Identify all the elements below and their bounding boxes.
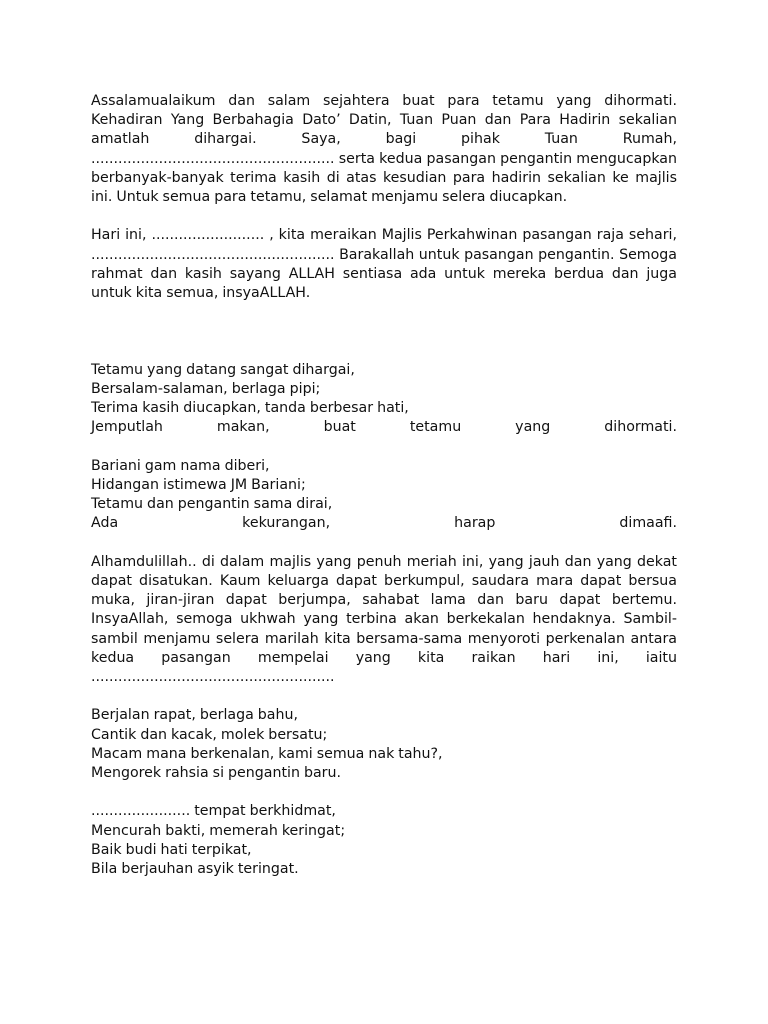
guests-pantun (91, 361, 677, 438)
pantun-line: Macam mana berkenalan, kami semua nak tahu?, (91, 745, 443, 762)
pantun-line: Bersalam-salaman, berlaga pipi; (91, 381, 321, 398)
pantun-line: Ada kekurangan, harap dimaafi. (91, 515, 677, 532)
pantun-line: Mengorek rahsia si pengantin baru. (91, 765, 341, 782)
speech-document (91, 92, 677, 898)
pantun-line: Tetamu dan pengantin sama dirai, (91, 496, 333, 513)
pantun-line: Bila berjauhan asyik teringat. (91, 861, 299, 878)
pantun-line: ...................... tempat berkhidmat, (91, 803, 336, 820)
pantun-line: Jemputlah makan, buat tetamu yang dihormati. (91, 419, 677, 436)
briyani-pantun (91, 457, 677, 534)
pantun-line: Terima kasih diucapkan, tanda berbesar hati, (91, 400, 409, 417)
pantun-line: Bariani gam nama diberi, (91, 457, 270, 474)
pantun-line: Hidangan istimewa JM Bariani; (91, 477, 306, 494)
pantun-line: Cantik dan kacak, molek bersatu; (91, 726, 328, 743)
today-paragraph: Hari ini, ......................... , kita meraikan Majlis Perkahwinan pasangan raja sehari, ...................................................... Barakallah untuk pasangan pengantin. Semoga rahmat dan kasih sayang ALLAH sentiasa ada untuk mereka berdua dan juga untuk kita semua, insyaALLAH. (91, 227, 677, 302)
alhamdulillah-paragraph: Alhamdulillah.. di dalam majlis yang penuh meriah ini, yang jauh dan yang dekat dapat disatukan. Kaum keluarga dapat berkumpul, saudara mara dapat bersua muka, jiran-jiran dapat berjumpa, sahabat lama dan baru dapat bertemu. InsyaAllah, semoga ukhwah yang terbina akan berkekalan hendaknya. Sambil-sambil menjamu selera marilah kita bersama-sama menyoroti perkenalan antara kedua pasangan mempelai yang kita raikan hari ini, iaitu ...................................................... (91, 553, 677, 686)
pantun-line: Baik budi hati terpikat, (91, 841, 252, 858)
pantun-line: Tetamu yang datang sangat dihargai, (91, 361, 355, 378)
acquaintance-pantun (91, 706, 677, 783)
pantun-line: Berjalan rapat, berlaga bahu, (91, 707, 298, 724)
pantun-line: Mencurah bakti, memerah keringat; (91, 822, 346, 839)
welcome-paragraph: Assalamualaikum dan salam sejahtera buat para tetamu yang dihormati. Kehadiran Yang Berbahagia Dato’ Datin, Tuan Puan dan Para Hadirin sekalian amatlah dihargai. Saya, bagi pihak Tuan Rumah, ...................................................... serta kedua pasangan pengantin mengucapkan berbanyak-banyak terima kasih di atas kesudian para hadirin sekalian ke majlis ini. Untuk semua para tetamu, selamat menjamu selera diucapkan. (91, 93, 677, 206)
workplace-pantun (91, 802, 677, 879)
